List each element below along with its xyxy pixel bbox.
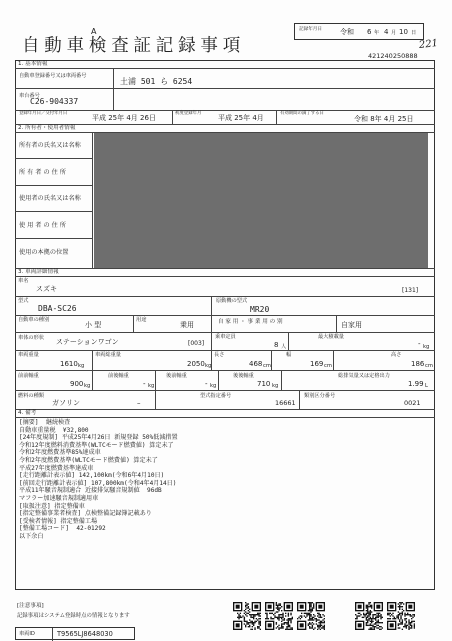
qr-code-4 [355,602,383,630]
year-unit: 年 [374,30,380,36]
displacement-unit: L [425,383,428,389]
length-unit: cm [263,363,271,369]
expiry-label: 有効期間の満了する日 [280,111,324,116]
first-reg-date: 平成 25年 4月 26日 [92,114,156,122]
capacity-unit: 人 [281,344,287,350]
shape-label: 車体の形状 [18,335,44,341]
displacement-value: 1.99 [408,380,424,388]
recorded-era: 令和 [340,28,354,36]
width-label: 幅 [286,352,292,358]
remark-line: 令和12年度燃料消費基準(WLTCモード燃費値) 算定未了 [19,441,174,449]
remark-line: 令和2年度燃費基準(WLTCモード燃費値) 算定未了 [19,457,158,464]
gross-label: 車両総重量 [95,352,121,358]
recorded-date-box [294,23,424,40]
recorded-date-label: 記録年月日 [299,27,322,32]
engine-label: 原動機の型式 [216,298,248,304]
handwritten-note: 221 [418,38,439,51]
owner-address-label: 所 有 者 の 住 所 [19,169,66,176]
remark-line: マフラー加速騒音規制適用車 [19,495,99,502]
qr-code-3 [297,602,325,630]
rear-front-axle-value: - [205,380,208,388]
length-value: 468 [249,360,263,368]
capacity-label: 乗車定員 [215,334,236,340]
maker-value: スズキ [36,285,57,293]
user-name-label: 使用者の氏名又は名称 [19,195,81,202]
height-value: 186 [411,360,425,368]
remark-line: [整備工場コード] 42-01292 [19,525,106,533]
fuel-label: 燃料の種類 [18,393,44,399]
day-unit: 日 [411,30,417,36]
expiry-date: 令和 8年 4月 25日 [354,115,414,123]
initial-reg-date: 平成 25年 4月 [218,114,264,122]
use-label: 用途 [136,317,147,323]
rear-rear-axle-unit: kg [272,383,279,389]
section-vehicle-header: 3. 車両詳細情報 [18,269,59,275]
capacity-value: 8 [274,341,279,349]
class-number-label: 類別区分番号 [304,393,336,399]
rear-rear-axle-label: 後後軸重 [233,373,254,379]
recorded-day: 10 [399,28,408,36]
model-value: DBA-SC26 [38,304,77,313]
remark-line: [受検者情報] 指定整備工場 [19,517,98,525]
maker-code: [131] [402,287,419,294]
registration-number: 土浦 501 ら 6254 [120,77,193,86]
remark-line: 平成27年度燃費基準達成車 [19,464,94,472]
section-basic-header: 1. 基本情報 [18,61,48,67]
use-value: 乗用 [180,321,194,329]
purpose-label: 自 家 用 ・ 事 業 用 の 別 [218,319,283,325]
remark-line: [24年度規制] 平成25年4月26日 新規登録 50%低減措置 [19,434,178,442]
weight-unit: kg [78,363,85,369]
type-number-label: 型式指定番号 [200,393,232,399]
month-unit: 月 [391,30,397,36]
displacement-label: 総排気量又は定格出力 [338,373,390,379]
width-value: 169 [310,360,324,368]
shape-value: ステーションワゴン [56,338,119,346]
first-reg-label: 登録年月日／交付年月日 [19,111,68,116]
section-owner-header: 2. 所有者・使用者情報 [18,125,76,131]
remark-line: [指定整備事業者検査] 点検整備記録簿記載あり [19,510,152,518]
car-id-value: T9565LJ8648030 [57,630,113,638]
initial-reg-label: 初度登録年月 [175,111,202,116]
rear-front-axle-unit: kg [210,383,217,389]
shape-code: [003] [188,340,205,347]
front-rear-axle-value: - [143,380,146,388]
remark-line: 自動車重量税 ¥32,800 [19,426,89,434]
width-unit: cm [324,363,332,369]
remark-line: [取扱注意] 指定整備車 [19,502,85,510]
qr-code-5 [387,602,415,630]
weight-value: 1610 [60,360,78,368]
model-label: 型式 [18,298,29,304]
owner-name-label: 所有者の氏名又は名称 [19,142,81,149]
gross-unit: kg [205,363,212,369]
notes-header: [注意事項] [17,603,44,609]
remark-line: [前回走行距離計表示値] 107,800km(令和4年4月14日) [19,479,177,487]
type-number-value: 16661 [275,399,296,407]
gross-value: 2050 [187,360,205,368]
engine-value: MR20 [250,305,270,314]
height-unit: cm [425,363,433,369]
length-label: 長さ [214,352,225,358]
qr-code-2 [265,602,293,630]
remark-line: [走行距離計表示値] 142,100km(令和6年4月10日) [19,472,165,480]
notes-text: 記録事項はシステム登録時点の情報となります [17,613,130,619]
kind-label: 自動車の種別 [18,317,50,323]
redacted-owner-block [94,133,428,268]
fuel-value: ガソリン [52,399,80,407]
remark-line: 以下余白 [19,533,44,540]
form-mark: A [91,27,97,36]
qr-code-1 [233,602,261,630]
kind-value: 小 型 [85,321,102,329]
fuel-dash: – [137,399,141,407]
base-location-label: 使用の本拠の位置 [19,249,69,256]
maxload-unit: kg [423,344,430,350]
user-address-label: 使 用 者 の 住 所 [19,222,66,229]
document-serial: 421240250888 [368,52,418,60]
maker-label: 車名 [18,278,29,284]
front-front-axle-unit: kg [84,383,91,389]
rear-rear-axle-value: 710 [257,380,271,388]
registration-number-label: 自動車登録番号又は車両番号 [19,73,87,79]
weight-label: 車両重量 [18,352,39,358]
rear-front-axle-label: 後前軸重 [166,373,187,379]
section-remarks-header: 4. 備考 [18,410,37,416]
maxload-value: - [418,340,421,348]
recorded-year: 6 [367,28,372,36]
vin-value: C26-904337 [30,97,79,106]
document-title: 自動車検査証記録事項 [22,36,245,56]
height-label: 高さ [391,352,402,358]
recorded-month: 4 [384,28,389,36]
purpose-value: 自家用 [341,321,362,329]
car-id-label: 車両ID [19,631,35,637]
remark-line: 令和2年度燃費基準85%達成車 [19,449,101,457]
front-front-axle-value: 900 [70,380,84,388]
vin-label: 車台番号 [19,93,40,99]
maxload-label: 最大積載量 [318,334,344,340]
front-front-axle-label: 前前軸重 [18,373,39,379]
class-number-value: 0021 [404,399,421,407]
remark-line: [摘要] 継続検査 [19,419,71,426]
front-rear-axle-unit: kg [148,383,155,389]
remark-line: 平成11年騒音規制適合 近接排気騒音規制値 96dB [19,487,162,495]
car-id-box [15,627,135,640]
front-rear-axle-label: 前後軸重 [108,373,129,379]
